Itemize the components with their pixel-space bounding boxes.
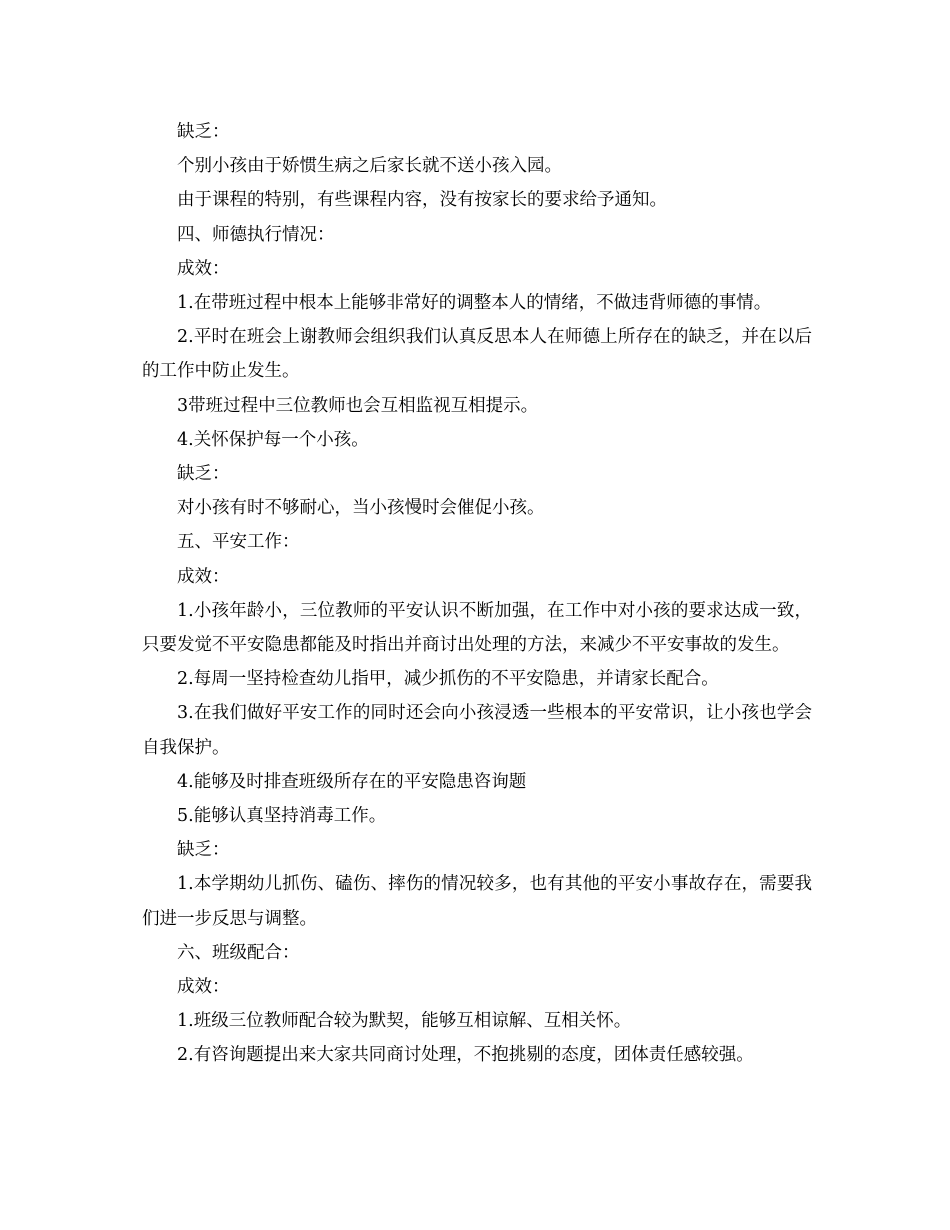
list-item: 4.能够及时排查班级所存在的平安隐患咨询题 — [177, 771, 527, 792]
paragraph: 个别小孩由于娇惯生病之后家长就不送小孩入园。 — [177, 156, 562, 177]
paragraph: 由于课程的特别，有些课程内容，没有按家长的要求给予通知。 — [177, 190, 667, 211]
section-heading-safety: 五、平安工作： — [177, 532, 300, 553]
section-heading-cooperation: 六、班级配合： — [177, 942, 300, 963]
list-item: 3带班过程中三位教师也会互相监视互相提示。 — [177, 395, 539, 416]
paragraph-results: 成效： — [177, 566, 230, 587]
section-heading-ethics: 四、师德执行情况： — [177, 224, 335, 245]
paragraph-lack-2: 缺乏： — [177, 464, 230, 485]
paragraph-lack-3: 缺乏： — [177, 840, 230, 861]
list-item: 2.平时在班会上谢教师会组织我们认真反思本人在师德上所存在的缺乏，并在以后的工作中防止发生。 — [142, 327, 812, 382]
paragraph-lack-1: 缺乏： — [177, 122, 230, 142]
list-item: 1.班级三位教师配合较为默契，能够互相谅解、互相关怀。 — [177, 1011, 632, 1032]
paragraph: 对小孩有时不够耐心，当小孩慢时会催促小孩。 — [177, 498, 545, 519]
list-item: 5.能够认真坚持消毒工作。 — [177, 806, 387, 827]
list-item: 2.有咨询题提出来大家共同商讨处理，不抱挑剔的态度，团体责任感较强。 — [177, 1045, 754, 1066]
list-item: 4.关怀保护每一个小孩。 — [177, 429, 369, 450]
paragraph-results: 成效： — [177, 258, 230, 279]
list-item: 1.小孩年龄小，三位教师的平安认识不断加强，在工作中对小孩的要求达成一致，只要发觉不平安隐患都能及时指出并商讨出处理的方法，来减少不平安事故的发生。 — [142, 600, 812, 656]
paragraph-results: 成效： — [177, 977, 230, 998]
list-item: 3.在我们做好平安工作的同时还会向小孩浸透一些根本的平安常识，让小孩也学会自我保护。 — [142, 703, 812, 758]
list-item: 1.本学期幼儿抓伤、磕伤、摔伤的情况较多，也有其他的平安小事故存在，需要我们进一步反思与调整。 — [142, 874, 812, 929]
list-item: 2.每周一坚持检查幼儿指甲，减少抓伤的不平安隐患，并请家长配合。 — [177, 669, 719, 690]
list-item: 1.在带班过程中根本上能够非常好的调整本人的情绪，不做违背师德的事情。 — [177, 293, 772, 314]
document-body — [142, 115, 812, 1073]
